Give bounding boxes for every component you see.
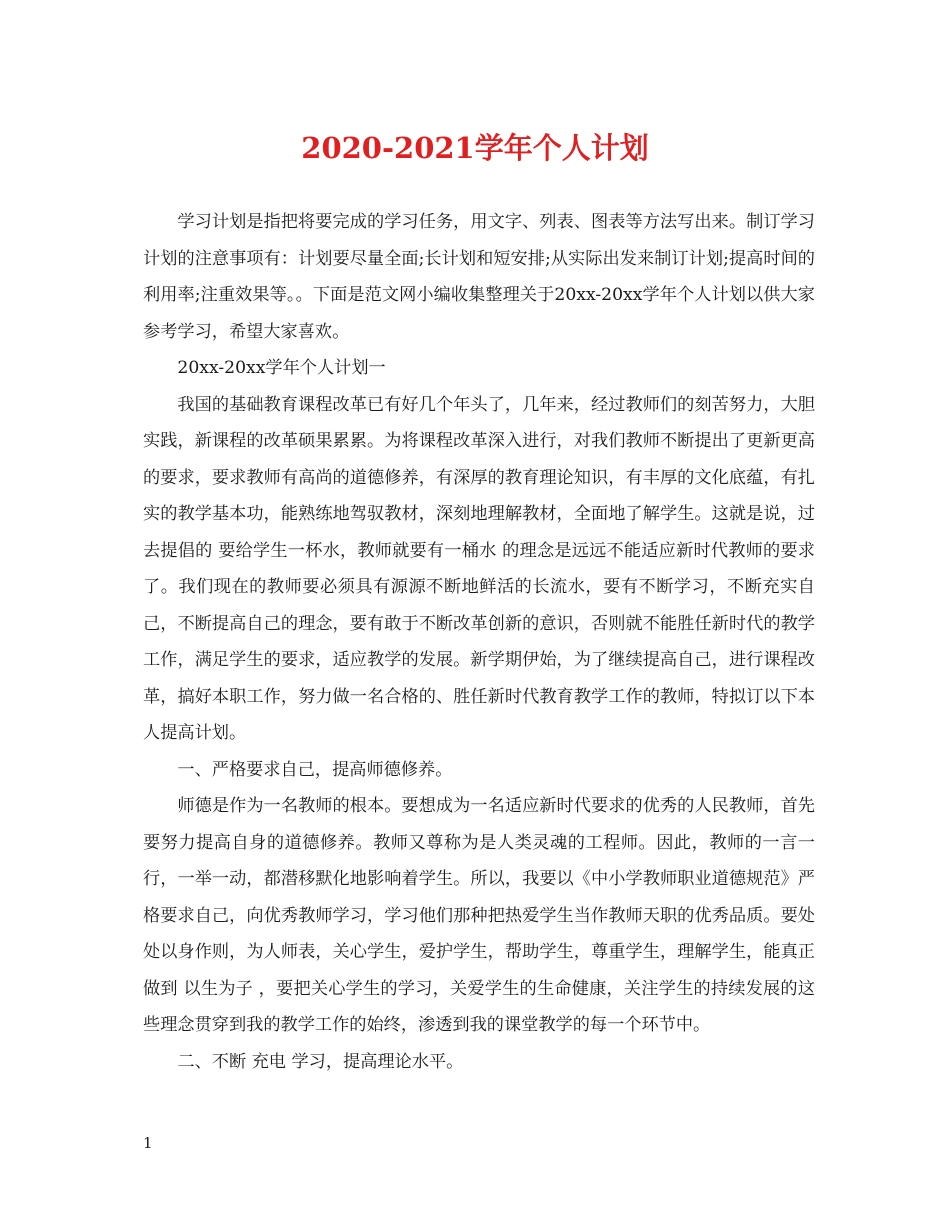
document-title: 2020-2021学年个人计划 <box>301 131 649 165</box>
section-heading-plan-one: 20xx-20xx学年个人计划一 <box>177 358 386 378</box>
intro-paragraph: 学习计划是指把将要完成的学习任务，用文字、列表、图表等方法写出来。制订学习计划的注意事项有：计划要尽量全面;长计划和短安排;从实际出发来制订计划;提高时间的利用率;注重效果等。。下面是范文网小编收集整理关于20xx-20xx学年个人计划以供大家参考学习，希望大家喜欢。 <box>143 212 815 342</box>
document-body <box>143 204 815 1080</box>
body-paragraph: 师德是作为一名教师的根本。要想成为一名适应新时代要求的优秀的人民教师，首先要努力提高自身的道德修养。教师又尊称为是人类灵魂的工程师。因此，教师的一言一行，一举一动，都潜移默化地影响着学生。所以，我要以《中小学教师职业道德规范》严格要求自己，向优秀教师学习，学习他们那种把热爱学生当作教师天职的优秀品质。要处处以身作则，为人师表，关心学生，爱护学生，帮助学生，尊重学生，理解学生，能真正做到 以生为子 ，要把关心学生的学习，关爱学生的生命健康，关注学生的持续发展的这些理念贯穿到我的教学工作的始终，渗透到我的课堂教学的每一个环节中。 <box>143 796 815 1035</box>
section-heading-one: 一、严格要求自己，提高师德修养。 <box>177 759 453 780</box>
body-paragraph: 我国的基础教育课程改革已有好几个年头了，几年来，经过教师们的刻苦努力，大胆实践，新课程的改革硕果累累。为将课程改革深入进行，对我们教师不断提出了更新更高的要求，要求教师有高尚的道德修养，有深厚的教育理论知识，有丰厚的文化底蕴，有扎实的教学基本功，能熟练地驾驭教材，深刻地理解教材，全面地了解学生。这就是说，过去提倡的 要给学生一杯水，教师就要有一桶水 的理念是远远不能适应新时代教师的要求了。我们现在的教师要必须具有源源不断地鲜活的长流水，要有不断学习，不断充实自己，不断提高自己的理念，要有敢于不断改革创新的意识，否则就不能胜任新时代的教学工作，满足学生的要求，适应教学的发展。新学期伊始，为了继续提高自己，进行课程改革，搞好本职工作，努力做一名合格的、胜任新时代教育教学工作的教师，特拟订以下本人提高计划。 <box>143 394 815 743</box>
section-heading-two: 二、不断 充电 学习，提高理论水平。 <box>177 1051 464 1072</box>
page-number: 1 <box>143 1134 153 1152</box>
